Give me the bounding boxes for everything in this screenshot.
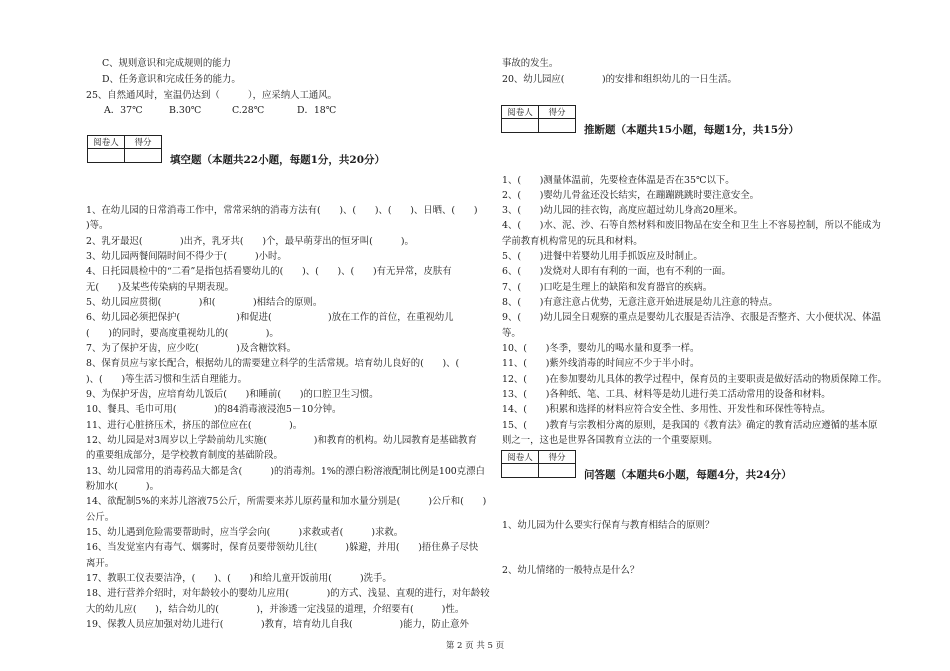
judge-line: 10、( )冬季，婴幼儿的喝水量和夏季一样。 (502, 343, 700, 354)
judge-line: 11、( )紫外线消毒的时间应不少于半小时。 (502, 358, 700, 369)
qa-section-title: 问答题（本题共6小题，每题4分，共24分） (584, 469, 792, 481)
grader-cell (502, 464, 539, 478)
fill-line: ( )的同时，要高度重视幼儿的( )。 (86, 328, 279, 339)
fill-line: 的重要组成部分，是学校教育制度的基础阶段。 (86, 450, 283, 461)
fill-line: 7、为了保护牙齿，应少吃( )及含糖饮料。 (86, 343, 297, 354)
qa-question-1: 1、幼儿园为什么要实行保育与教育相结合的原则？ (502, 520, 715, 531)
grader-cell (88, 149, 125, 163)
judge-line: 5、( )进餐中若婴幼儿用手抓饭应及时制止。 (502, 251, 703, 262)
fill-line: 离开。 (86, 558, 115, 569)
judge-line: 等。 (502, 328, 521, 339)
fill-question-20: 20、幼儿园应( )的安排和组织幼儿的一日生活。 (502, 74, 737, 85)
judge-line: 9、( )幼儿园全日观察的重点是婴幼儿衣服是否洁净、衣服是否整齐、大小便状况、体温 (502, 312, 881, 323)
option-b: B.30℃ (168, 105, 202, 116)
grader-header: 阅卷人 (502, 451, 539, 464)
option-c-temp: C.28℃ (231, 105, 265, 116)
option-d-temp: D．18℃ (296, 105, 337, 116)
score-cell (539, 119, 576, 133)
qa-score-box (501, 450, 576, 478)
grader-header: 阅卷人 (502, 106, 539, 119)
fill-line: 9、为保护牙齿，应培育幼儿饭后( )和睡前( )的口腔卫生习惯。 (86, 389, 379, 400)
fill-section-title: 填空题（本题共22小题，每题1分，共20分） (170, 154, 386, 166)
fill-score-box (87, 135, 162, 163)
fill-line: 5、幼儿园应贯彻( )和( )相结合的原则。 (86, 297, 323, 308)
fill-line: 13、幼儿园常用的消毒药品大都是含( )的消毒剂。1%的漂白粉溶液配制比例是100克漂白 (86, 466, 485, 477)
judge-line: 13、( )各种纸、笔、工具、材料等是幼儿进行美工活动常用的设备和材料。 (502, 389, 831, 400)
judge-line: 12、( )在参加婴幼儿具体的教学过程中，保育员的主要职责是做好活动的物质保障工作。 (502, 374, 887, 385)
fill-line: 8、保育员应与家长配合，根据幼儿的需要建立科学的生活常规。培育幼儿良好的( )、( (86, 358, 460, 369)
fill-line: 3、幼儿园两餐间隔时间不得少于( )小时。 (86, 251, 287, 262)
fill-line: 14、欲配制5%的来苏儿溶液75公斤，所需要来苏儿原药量和加水量分别是( )公斤和( ) (86, 496, 487, 507)
fill-line: 公斤。 (86, 512, 115, 523)
score-cell (125, 149, 162, 163)
score-cell (539, 464, 576, 478)
fill-line: 17、教职工仪表要洁净，( )、( )和给儿童开饭前用( )洗手。 (86, 573, 392, 584)
score-header: 得分 (125, 136, 162, 149)
option-d: D、任务意识和完成任务的能力。 (102, 74, 241, 85)
fill-line: 粉加水( )。 (86, 481, 159, 492)
fill-line: 1、在幼儿园的日常消毒工作中，常常采纳的消毒方法有( )、( )、( )、日晒、( ) (86, 205, 478, 216)
fill-line: )、( )等生活习惯和生活自理能力。 (86, 374, 247, 385)
question-25-options (104, 105, 336, 117)
fill-line: 4、日托园晨检中的“二看”是指包括看婴幼儿的( )、( )、( )有无异常，皮肤有 (86, 266, 452, 277)
judge-line: 2、( )婴幼儿骨盆还没长结实，在蹦蹦跳跳时要注意安全。 (502, 190, 760, 201)
judge-line: 则之一，这也是世界各国教育立法的一个重要原则。 (502, 435, 718, 446)
fill-line: 无( )及某些传染病的早期表现。 (86, 282, 234, 293)
qa-question-2: 2、幼儿情绪的一般特点是什么？ (502, 565, 640, 576)
grader-header: 阅卷人 (88, 136, 125, 149)
fill-line: 19、保教人员应加强对幼儿进行( )教育，培育幼儿自我( )能力，防止意外 (86, 619, 469, 630)
fill-line: 6、幼儿园必须把保护( )和促进( )放在工作的首位，在重视幼儿 (86, 312, 454, 323)
fill-line: 2、乳牙最迟( )出齐，乳牙共( )个，最早萌芽出的恒牙叫( )。 (86, 236, 414, 247)
judge-score-box (501, 105, 576, 133)
continued-line: 事故的发生。 (502, 58, 559, 69)
fill-line: 11、进行心脏挤压术，挤压的部位应在( )。 (86, 420, 303, 431)
fill-line: 18、进行营养介绍时，对年龄较小的婴幼儿应用( )的方式、浅显、直观的进行，对年龄较 (86, 588, 490, 599)
grader-cell (502, 119, 539, 133)
judge-line: 学前教育机构常见的玩具和材料。 (502, 236, 643, 247)
page-number: 第 2 页 共 5 页 (445, 641, 505, 651)
fill-line: 12、幼儿园是对3周岁以上学龄前幼儿实施( )和教育的机构。幼儿园教育是基础教育 (86, 435, 477, 446)
option-c: C、规则意识和完成规则的能力 (102, 58, 232, 69)
judge-line: 4、( )水、泥、沙、石等自然材料和废旧物品在安全和卫生上不容易控制，所以不能成为 (502, 220, 881, 231)
fill-line: 大的幼儿应( )，结合幼儿的( )，并渗透一定浅显的道理，介绍要有( )性。 (86, 604, 465, 615)
fill-line: 15、幼儿遇到危险需要帮助时，应当学会向( )求救或者( )求救。 (86, 527, 404, 538)
fill-line: 16、当发觉室内有毒气、烟雾时，保育员要带领幼儿往( )躲避，并用( )捂住鼻子尽快 (86, 542, 479, 553)
question-25: 25、自然通风时，室温仍达到（ ），应采纳人工通风。 (86, 90, 337, 101)
judge-line: 3、( )幼儿园的挂衣钩，高度应超过幼儿身高20厘米。 (502, 205, 743, 216)
judge-section-title: 推断题（本题共15小题，每题1分，共15分） (584, 124, 800, 136)
judge-line: 14、( )积累和选择的材料应符合安全性、多用性、开发性和环保性等特点。 (502, 404, 831, 415)
judge-line: 1、( )测量体温前，先要检查体温是否在35℃以下。 (502, 175, 735, 186)
option-a: A．37℃ (104, 105, 143, 116)
judge-line: 8、( )有意注意占优势，无意注意开始进展是幼儿注意的特点。 (502, 297, 778, 308)
fill-line: 10、餐具、毛巾可用( )的84消毒液浸泡5－10分钟。 (86, 404, 342, 415)
judge-line: 7、( )口吃是生理上的缺陷和发育器官的疾病。 (502, 282, 713, 293)
score-header: 得分 (539, 451, 576, 464)
fill-line: )等。 (86, 220, 109, 231)
judge-line: 15、( )教育与宗教相分离的原则，是我国的《教育法》确定的教育活动应遵循的基本原 (502, 420, 878, 431)
score-header: 得分 (539, 106, 576, 119)
judge-line: 6、( )发烧对人即有有利的一面，也有不利的一面。 (502, 266, 731, 277)
